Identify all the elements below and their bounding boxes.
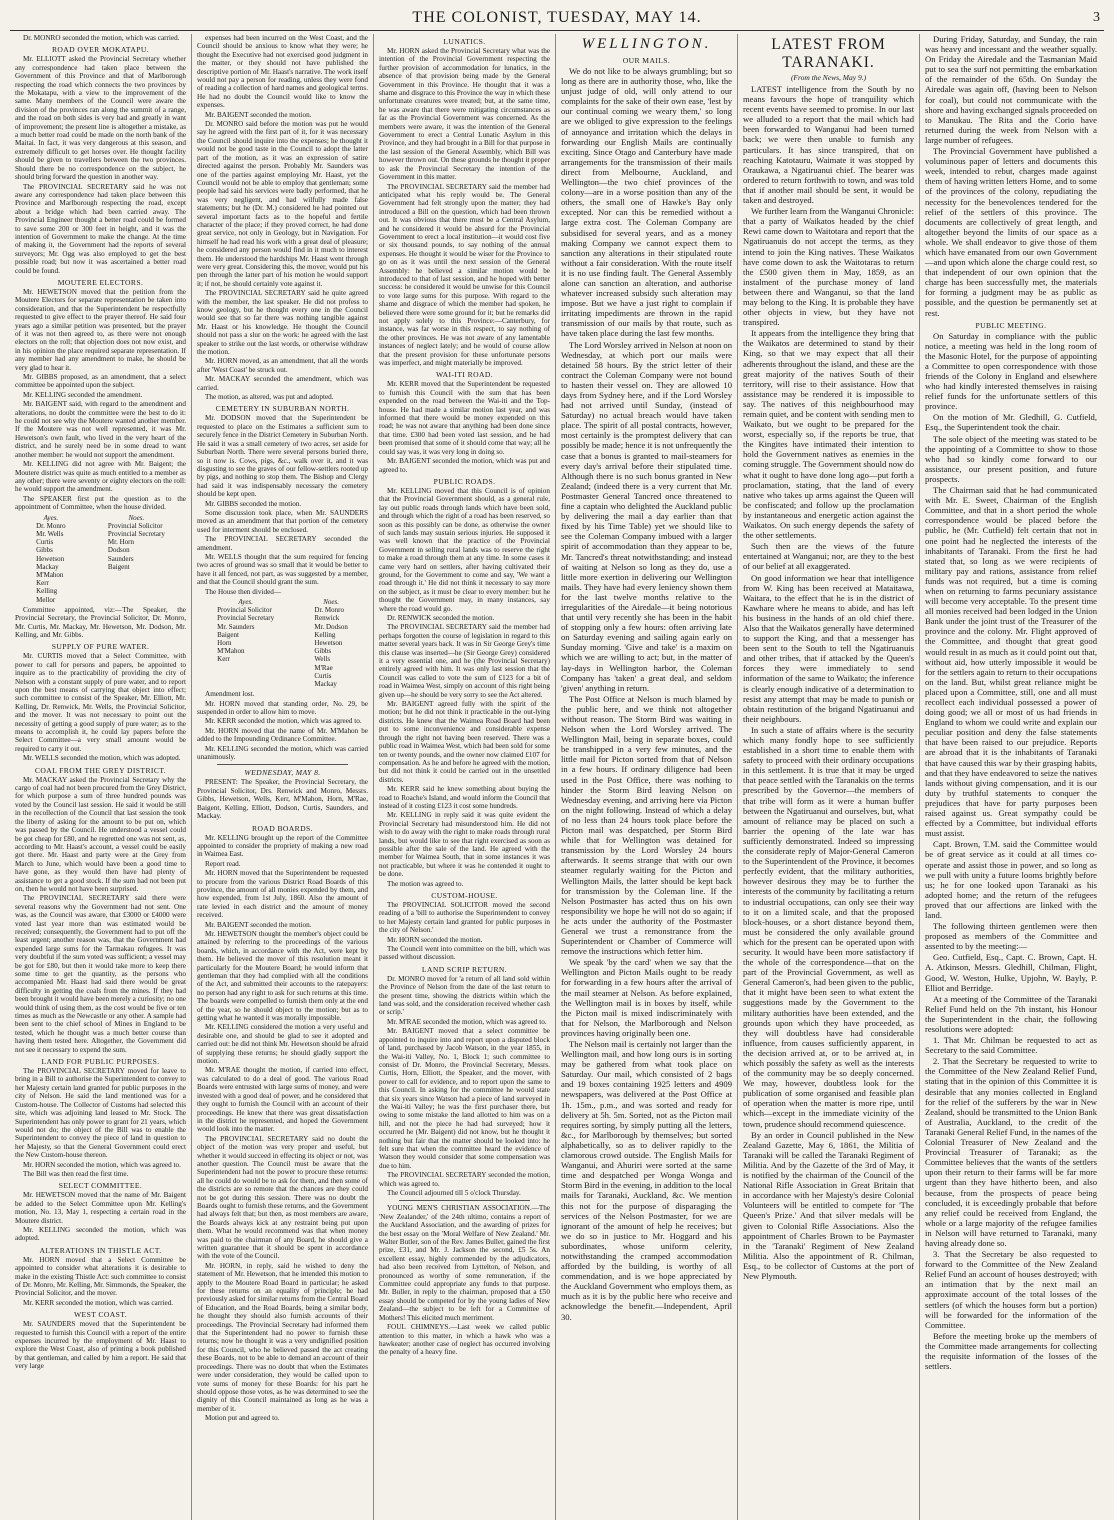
paragraph: Mr. HEWETSON moved that the petition from the Moutere Electors for separate representation be taken into consideration, and that the Superintendent be respectfully requested to give effect to the prayer thereof. He said four years ago a similar petition was presented, but the prayer of it was not then agreed to, as there were not enough electors on the roll; that objection does not now exist, and in his opinion the place required separate representation. If any member had any amendment to make, he should be very glad to hear it. — [15, 287, 186, 372]
paragraph: On good information we hear that intelligence from W. King has been received at Mataitawa, Waitara, to the effect that he is in the district of Kawhare where he means to abide, and has left his business in the hands of an old chief there. Also that the Waikatos generally have determined to support the King, and that a messenger has been sent to the South to tell the Ngatiruanuis and other tribes, that if attacked by the Queen's forces they were immediately to send information of the same to Waikato; the inference is clearly enough indicative of a determination to resist any attempt that may be made to punish or obtain restitution of the brigand Ngatiruanui and their neighbours. — [743, 572, 914, 724]
paragraph: Mr. HORN moved, as an amendment, that all the words after 'West Coast' be struck out. — [197, 357, 368, 374]
paragraph: Dr. MONRO said before the motion was put he would say he agreed with the first part of it, for it was necessary the Council should inquire into the expenses; he thought it would not be good taste in the Council to adopt the latter part of the motion, as it was an expression of satire directed against the person. Probably Mr. Saunders was one of the parties against employing Mr. Haast, yet the Council would not be able to employ that gentleman; some people had said his services were badly performed, that he was very negligent, and had wilfully made false statements; but he (Dr. M.) considered he had pointed out several important facts as to the hopeful and fertile character of the place; if they proved correct, he had done great service, not only in Geology, but in Navigation. For himself he had read his work with a great deal of pleasure; he considered any person would find in it much to interest them. He understood the hardships Mr. Haast went through were very great. Considering this, the mover, would put his pen through the latter part of his motion he would support it; if not, he should certainly vote against it. — [197, 120, 368, 288]
paragraph: Mr. BAIGENT seconded the motion. — [205, 110, 312, 119]
column-3 — [374, 34, 556, 1520]
divider — [399, 1200, 530, 1201]
article-headline: LATEST FROM TARANAKI. — [771, 36, 886, 71]
paragraph: Mr. BAIGENT said, with regard to the amendment and alterations, no doubt the committee were the best to do it: he could not see why the Moutere wanted another member. If the Moutere was not well represented, it was Mr. Hewetson's own fault, who lived in the very heart of the district, and he surely need be in some dread to want another member: he would not support the amendment. — [15, 400, 186, 459]
division-list — [197, 598, 368, 688]
column-5 — [738, 34, 920, 1520]
paragraph: 3. That the Secretary be also requested to forward to the Committee of the New Zealand Relief Fund an account of houses destroyed; with an intimation that by the next mail an approximate account of the total losses of the settlers (of which the houses form but a portion) will be forwarded for the information of the Committee. — [925, 1249, 1097, 1330]
paragraph: Mr. HEWETSON thought the member's object could be attained by referring to the proceedings of the various boards, which, in accordance with the Act, were kept by them. He believed the mover of this resolution meant it particularly for the Moutere Board; he would inform that gentleman that they had complied with all the conditions of the Act, and submitted their accounts to the ratepayers: no person had any right to ask for such returns at this time. The boards were compelled to furnish them only at the end of the year, so he should object to the motion; but as to getting what he wanted it was morally impossible. — [197, 929, 368, 1023]
paragraph: The PROVINCIAL SECRETARY said there were several reasons why the Government had not sent. One was, as the Council was aware, that £3000 or £4000 were voted last year more than was estimated would be received; consequently, the Government had to put off the least urgent; another reason was, that the Government had expended large sums for the Tarmakau refugees. It was very doubtful if the sum voted was sufficient; a vessel may be got for £80, but then it would take more to keep there some time to get the quantity, as the persons who accompanied Mr. Haast had said there would be great difficulty in getting the coals from the mines. If they had been brought it would have been merely a curiosity; no one would think of using them, as the cost would be five or ten times as much as the Newcastle or any other. A sample had been sent to the chief school of Mines in England to be tested, which he thought was a much better course than having them tested here. Altogether, the Government did not see it necessary to expend the sum. — [15, 894, 186, 1054]
paragraph: Mr. WELLS seconded the motion, which was adopted. — [23, 754, 181, 763]
ayes-list — [36, 514, 66, 604]
paragraph: Mr. KERR seconded the motion, which was agreed to. — [205, 717, 362, 726]
paragraph: The Bill was then read the first time. — [23, 1169, 129, 1178]
paragraph: 1. That Mr. Chilman be requested to act as Secretary to the said Committee. — [925, 1035, 1097, 1056]
paragraph: The sole object of the meeting was stated to be the appointing of a Committee to show to those who had so kindly come forward to our assistance, our present position, and future prospects. — [925, 433, 1097, 484]
masthead — [10, 6, 1104, 31]
section-heading: LUNATICS. — [443, 37, 486, 46]
paragraph: Mr. BAIGENT seconded the motion, which was put and agreed to. — [379, 457, 550, 474]
paragraph: Mr. HORN seconded the motion. — [387, 935, 483, 944]
paragraph: Mr. KELLING did not agree with Mr. Baigent; the Moutere district was quite as much entitled to a member as any other; there were seventy or eighty electors on the roll: he would support the amendment. — [15, 460, 186, 494]
paragraph: On the motion of Mr. Gledhill, G. Cutfield, Esq., the Superintendent took the chair. — [925, 412, 1097, 433]
noes-names: Provincial Solicitor Provincial Secretary Mr. Horn Dodson Saunders Baigent — [107, 521, 165, 571]
paragraph: The PROVINCIAL SECRETARY moved for leave to bring in a Bill to authorise the Superintendent to convey to her Majesty certain land granted for public purposes in the city of Nelson. He said the land mentioned was for a Custom-house. The Collector of Customs had selected this site, which was adjoining land leased to Mr. Stock. The Superintendent has only power to grant for 21 years, which would not do; the object of the Bill was to enable the Superintendent to convey the piece of land in question to her Majesty, so that the General Government could erect the New Custom-house thereon. — [15, 1067, 186, 1160]
paragraph: The Council adjourned till 5 o'clock Thursday. — [387, 1189, 521, 1197]
paragraph: The PROVINCIAL SECRETARY seconded the amendment. — [197, 535, 368, 552]
paragraph: The Council went into committee on the bill, which was passed without discussion. — [379, 945, 550, 962]
paragraph: The PROVINCIAL SECRETARY said he was not aware any correspondence had taken place between this Province and Marlborough respecting the road, except about a bridge which had been carried away. The Provincial Engineer thought a better road could be formed to save some 200 or 300 feet in height, and it was the intention of Government to make the change. At the time of making it, the Government had the reports of several surveyors; Mr. Ogg was also employed to get the best possible road; but now it was ascertained a better road could be found. — [15, 182, 186, 275]
paragraph: Mr. HORN asked the Provincial Secretary what was the intention of the Provincial Government respecting the further provision of accommodation for lunatics, in the absence of that provision being made by the General Government in this Province. He thought that it was a shame and disgrace to this Province the way in which these unfortunate creatures were treated; but, at the same time, he was aware that there were mitigating circumstances as far as the Provincial Government was concerned. As the members were aware, it was the intention of the General Government to erect a Central Lunatic Asylum in this Province, and they had brought in a Bill for that purpose in the last session of the General Assembly, which Bill was however thrown out. On these grounds he thought it proper to ask the Provincial Secretary the intention of the Government in this matter. — [379, 47, 550, 182]
paragraph: The Chairman said that he had communicated with Mr. E. Sweet, Chairman of the English Committee, and that in a short period the whole correspondence would be placed before the public, he (Mr. Cutfield) felt certain that not in one point had he neglected the interests of the inhabitants of Taranaki. From the first he had stated that, so long as we were recipients of military pay and rations, assistance from relief funds was not required, but a time is coming when on returning to farms pecuniary assistance will become very acceptable. To the present time all monies received had been lodged in the Union Bank under the joint trust of the Treasurer of the province and the colony. Mr. Flight approved of the Committee, and thought that great good would result in as much as it could point out that, without aid, how utterly impossible it would be for the settlers again to return to their occupations on the land. But, whilst great reliance might be placed upon a Committee, still, one and all must recollect each individual possessed a power of doing good; we all or most of us had friends in England to whom we could write and explain our peculiar position and deny the false statements that have been raised to our prejudice. Reports are abroad that it is the inhabitants of Taranaki that have caused this war by their grasping habits, and that they have endeavored to seize the natives lands without giving compensation, and it is our duty by truthful statements to conquer the prejudices that have for party purposes been raised against us. Great sympathy could be effected by a Committee, but individual efforts must assist. — [925, 485, 1097, 839]
paragraph: Capt. Brown, T.M. said the Committee would be of great service as it could at all times co-operate and assist those in power, and so long as we pull with unity a future looms brightly before us; he for one looked upon Taranaki as his adopted home; and the return of the refugees proved that our affections are linked with the land. — [925, 839, 1097, 920]
paragraph: Mr. GIBBS proposed, as an amendment, that a select committee be appointed upon the subject. — [15, 373, 186, 390]
paragraph: The PROVINCIAL SECRETARY said the member had anticipated what his reply would be. The General Government had felt strongly upon the matter; they had introduced a Bill on the question, which had been thrown out. It was obvious that there must be a Central Asylum, and he considered it would be absurd for the Provincial Government to erect a local institution—it would cost five or six thousand pounds, to say nothing of the annual expenses. He thought it would be wiser for the Province to go on as it was until the next session of the General Assembly: he believed a similar motion would be introduced to that of last session, and he hoped with better success: he considered it would be unwise for this Council to vote large sums for this purpose. With regard to the shame and disgrace of which the member had spoken, he believed there were some ground for it; but he remarks did not apply solely to this Province:—Canterbury, for instance, was far worse in this respect, to say nothing of the other provinces. He was not aware of any lamentable instances of neglect lately; and he would of course allow that the present provision for these unfortunate persons was imperfect, and might materially be improved. — [379, 182, 550, 368]
paragraph: The Lord Worsley arrived in Nelson at noon on Wednesday, at which port our mails were detained 58 hours. By the strict letter of their contract the Coleman Company were not bound to hasten their vessel on. They are allowed 10 days from Sydney here, and if the Lord Worsley had not arrived until Sunday, (instead of Saturday) no actual breach would have taken place. The spirit of all postal contracts, however, most certainly is the promptest delivery that can possibly be made; hence it is not unfrequently the case that a bonus is granted to mail-steamers for every day's arrival before their stipulated time. Although there is no such bonus granted in New Zealand; (indeed there is a very current that Mr. Postmaster General Tancred once threatened to fine a captain who delighted the Auckland public by delivering the mail a day earlier than that fixed by his Time Table) yet we should like to see the Coleman Company imbued with a larger spirit of accommodation than they appear to be, Mr. Tancred's threat notwithstanding; and instead of waiting at Nelson so long as they do, use a little more exertion in delivering our Wellington mails. They have had every leniency shown them for the last twelve months relative to the irregularities of the Airedale—it being notorious that until very recently she has been in the habit of stopping only a few hours: often arriving late on Saturday evening and sailing again early on Sunday morning. 'Give and take' is a maxim on which we are willing to act; but, in the matter of lay-days in Wellington harbor, the Coleman Company has 'taken' a great deal, and seldom 'given' anything in return. — [561, 339, 732, 693]
noes-heading: Noes. — [128, 513, 145, 522]
page-number: 3 — [1093, 10, 1100, 25]
paragraph: Mr. SAUNDERS moved that the Superintendent be requested to furnish this Council with a report of the entire expenses incurred by the employment of Mr. Haast to explore the West Coast, also of printing a book published by that gentleman, and called by him a report. He said that very large — [15, 1320, 186, 1371]
paragraph: Mr. HORN, in reply, said he wished to deny the statement of Mr. Hewetson, that he intended this motion to apply to the Moutere Road Board in particular; he asked for these returns on an equality of principle; he had previously asked for similar returns from the Central Board of Education, and the Road Boards, being a similar body, he thought they should also furnish accounts of their proceedings. The Provincial Secretary had informed them that the Superintendent had no power to furnish these returns; now he thought it was a very undignified position for this Council, who he believed passed the act creating these Boards, not to be able to demand an account of their proceedings. There was no doubt that when the Estimates were under consideration, they would be called upon to vote sums of money for these Boards: for his part he should oppose those votes, as he was determined to see the dignity of this Council maintained as long as he was a member of it. — [197, 1261, 368, 1413]
section-heading: CUSTOM-HOUSE. — [431, 891, 498, 900]
paragraph: Mr. KELLING brought up the report of the Committee appointed to consider the propriety of making a new road in Waimea East. — [197, 833, 368, 859]
paragraph: Committee appointed, viz:—The Speaker, the Provincial Secretary, the Provincial Solicitor, Dr. Monro, Mr. Curtis, Mr. Mackay, Mr. Hewetson, Mr. Dodson, Mr. Kelling, and Mr. Gibbs. — [15, 605, 186, 639]
paragraph: Mr. HORN moved that the name of Mr. M'Mahon be added to the Impounding Ordinance Committee. — [197, 726, 368, 744]
section-heading: SUPPLY OF PURE WATER. — [51, 642, 150, 652]
paragraph: The House then divided— — [205, 587, 282, 596]
paragraph: Mr. KERR moved that the Superintendent be requested to furnish this Council with the sum that has been expended on the road between the Wai-iti and the Top-house. He had made a similar motion last year, and was informed that there would be money expended on this road; he was not aware that anything had been done since that time. £300 had been voted last session, and he had been promised that some of it should come that way; all he could say was, it was very long in doing so. — [379, 380, 550, 456]
section-heading: MOUTERE ELECTORS. — [57, 277, 144, 287]
paragraph: Mr. KELLING in reply said it was quite evident the Provincial Secretary had misunderstood him. He did not wish to do away with the right to make roads through rural lands, but would like to see that right exercised as soon as possible after the sale of the land. He agreed with the member for Waimea South, that in some instances it was not practicable, but where it was he contended it ought to be done. — [379, 811, 550, 879]
paragraph: Mr. HORN moved that the Superintendent be requested to procure from the various District Road Boards of this province, the amount of all monies expended by them, and how expended, from 1st July, 1860. Also the amount of rate levied in each district and the amount of money received. — [197, 869, 368, 920]
paragraph: Dr. MONRO moved for 'a return of all land sold within the Province of Nelson from the date of the last return to the present time, showing the districts within which the land was sold, and the consideration received whether cash or scrip.' — [379, 974, 550, 1017]
paragraph: LATEST intelligence from the South by no means favours the hope of tranquility which recent events have seemed to promise. In our last we alluded to a report that the mail which had been forwarded to Wanganui had been turned back; we were then unable to furnish any particulars. It has since transpired, that on reaching Katotauru, Waimate it was stopped by Oraukawa, a Ngatiruanui chief. The bearer was ordered to return forthwith to town, and was told that if another mail should be sent, it would be taken and destroyed. — [743, 84, 914, 206]
paragraph: The motion was agreed to. — [387, 879, 464, 888]
column-6 — [920, 34, 1102, 1520]
paragraph: The PROVINCIAL SECRETARY seconded the motion, which was agreed to. — [379, 1171, 550, 1188]
paragraph: 2. That the Secretary be requested to write to the Committee of the New Zealand Relief Fund, stating that in the opinion of this Committee it is desirable that any monies collected in England for the relief of the sufferers by the war in New Zealand, should be transmitted to the Union Bank of Australia, Auckland, to the credit of the Taranaki General Relief Fund, in the names of the Colonial Treasurer of New Zealand and the Provincial Treasurer of Taranaki; as the Committee believes that the wants of the settlers upon their return to their farms will be far more urgent than they have hitherto been, and also because, from the prospects of peace being concluded, it is exceedingly probable that before any relief could be received from England, the whole or a large majority of the refugee families in Nelson will have returned to Taranaki, many having already done so. — [925, 1056, 1097, 1248]
paragraph: Mr. HORN moved that a Select Committee be appointed to consider what alterations it is desirable to make in the existing Thistle Act: such committee to consist of Dr. Monro, Mr. Kelling, Mr. Simmonds, the Speaker, the Provincial Solicitor, and the mover. — [15, 1255, 186, 1298]
paragraph: Mr. KELLING considered the motion a very useful and desirable one, and should be glad to see it adopted and carried out: he did not think Mr. Hewetson should be afraid of supplying these returns; he should gladly support the motion. — [197, 1023, 368, 1066]
paragraph: Some discussion took place, when Mr. SAUNDERS moved as an amendment that that portion of the cemetery used for interment should be enclosed. — [197, 508, 368, 534]
paragraph: YOUNG MEN'S CHRISTIAN ASSOCIATION.—The 'New Zealander,' of the 24th ultimo, contains a report of the Auckland Association, and the awarding of prizes for the best essay on the 'Moral Welfare of New Zealand.' Mr. Walter Butler, son of the Rev. James Buller, gained the first prize, £31, and Mr. J. Jackson the second, £5 5s. An excellent essay, highly commended by the adjudicators, had also been received from Lyttelton, of Nelson, and pronounced as worthy of some remuneration, if the Committee could appropriate any funds to that purpose. Mr. Buller, in reply to the chairman, proposed that a £50 essay should be competed for by the young ladies of New Zealand—the subject to be left for a Committee of Mothers! This elicited much merriment. — [379, 1204, 550, 1322]
ayes-heading: Ayes. — [43, 513, 59, 522]
paragraph: Dr. RENWICK seconded the motion. — [387, 614, 495, 622]
paragraph: It appears from the intelligence they bring that the Waikatos are determined to stand by their King, so that we may expect that all their adherents throughout the island, and these are the great majority of the natives South of their territory, will rise to their assistance. How that assistance may be rendered it is impossible to say. The natives of this neighbourhood may remain quiet, and be content with sending men to Waikato, but we ought to be prepared for the worst, especially so, if the reports be true, that the Kingites have intimated their intention to hold the Government natives as enemies in the coming struggle. The Government should now do what it ought to have done long ago—put forth a proclamation, stating, that the land of every native who takes up arms against the Queen will be confiscated; and follow up the proclamation by instantaneous and energetic action against the Waikatos. On such energy depends the safety of the other settlements. — [743, 328, 914, 541]
paragraph: Dr. MONRO seconded the motion, which was carried. — [23, 34, 180, 42]
paragraph: FOUL CHIMNEYS.—Last week we called public attention to this matter, in which a hawk who was a hawkeater; another case of neglect has occurred involving the penalty of a heavy fine. — [379, 1323, 550, 1357]
paragraph: The PROVINCIAL SECRETARY said he quite agreed with the member, the last speaker. He did not profess to know geology, but he thought every one in the Council would see that so far there was nothing tangible against Mr. Haast or his knowledge. He thought the Council should not pass a slur on the work: he agreed with the last speaker to strike out the last words, or otherwise withdraw the motion. — [197, 289, 368, 357]
column-4 — [556, 34, 738, 1520]
paragraph: On Saturday in compliance with the public notice, a meeting was held in the long room of the Masonic Hotel, for the purpose of appointing a Committee to open correspondence with those friends of the Colony in England and elsewhere who had kindly interested themselves in raising relief funds for the unfortunate settlers of this province. — [925, 330, 1097, 412]
paragraph: Mr. KELLING seconded the motion, which was adopted. — [15, 1225, 186, 1243]
paragraph: Mr. KELLING seconded the motion, which was carried unanimously. — [197, 744, 368, 762]
paragraph: PRESENT: The Speaker, the Provincial Secretary, the Provincial Solicitor, Drs. Renwick and Monro, Messrs. Gibbs, Hewetson, Wells, Kerr, M'Mahon, Horn, M'Rae, Baigent, Kelling, Elliott, Dodson, Curtis, Saunders, and Mackay. — [197, 778, 368, 821]
masthead-title: THE COLONIST, TUESDAY, MAY 14. — [412, 9, 702, 26]
paragraph: Before the meeting broke up the members of the Committee made arrangements for collecting the requisite information of the losses of the settlers. — [925, 1330, 1097, 1372]
paragraph: Such then are the views of the future entertained at Wanganui; nor, are they to the best of our belief at all exaggerated. — [743, 541, 914, 572]
paragraph: Mr. HEWETSON moved that the name of Mr. Baigent be added to the Select Committee upon Mr. Kelling's motion, No. 13, May 1, respecting a certain road in the Moutere district. — [15, 1191, 186, 1225]
paragraph: At a meeting of the Committee of the Taranaki Relief Fund held on the 7th instant, his Honour the Superintendent in the chair, the following resolutions were adopted: — [925, 993, 1097, 1034]
section-heading: PUBLIC MEETING. — [975, 320, 1047, 330]
noes-list — [108, 514, 165, 604]
paragraph: Mr. M'RAE seconded the motion, which was agreed to. — [387, 1017, 547, 1026]
ayes-names: Provincial Solicitor Provincial Secretary Mr. Saunders Baigent Horn M'Mahon Kerr — [217, 606, 275, 664]
paragraph: Mr. MACKAY asked the Provincial Secretary why the cargo of coal had not been procured from the Grey District, for which purpose a sum of three hundred pounds was voted by the Council last session. He said it would be still in the recollection of the Council that last session the took the liberty of asking for the amount to be put on, which was passed by the Council. He understood a vessel could be got cheap for £80, and he regretted one was not sent, as, according to Mr. Haast's account, a vessel could be easily got there. Mr. Haast and party were at the Grey from March to June, which would have been a good time to have gone, as they would then have had plenty of assistance to get a good stock. If the sum had not been put on, then he would not have been surprised. — [15, 775, 186, 893]
section-heading: ROAD OVER MOKATAPU. — [51, 45, 150, 55]
paragraph: The PROVINCIAL SOLICITOR moved the second reading of a 'bill to authorise the Superintendent to convey to her Majesty certain land granted for public purposes in the city of Nelson.' — [379, 901, 550, 935]
section-heading: COAL FROM THE GREY DISTRICT. — [34, 765, 167, 775]
paragraph: The motion, as altered, was put and adopted. — [205, 393, 334, 402]
paragraph: Mr. BAIGENT moved that a select committee be appointed to inquire into and report upon a disputed block of land, purchased by Jacob Watson, in the year 1855, in the Wai-iti Valley, No. 1, Block 1; such committee to consist of Dr. Monro, the Provincial Secretary, Messrs. Curtis, Horn, Elliott, the Speaker, and the mover, with power to call for evidence, and to report upon the same to this Council. In asking for the committee he would state that six years since Watson had a piece of land surveyed in the Wai-iti Valley; he was the first purchaser there, but owing to some mistake the land allotted to him was on a hill, and not the piece he had had surveyed; how it occurred he (Mr. Baigent) did not know, but he thought it nothing but fair that the matter should be looked into: he felt sure that when the committee heard the evidence of Watson they would consider that some compensation was due to him. — [379, 1027, 550, 1170]
paragraph: Mr. GIBBS seconded the motion. — [205, 499, 302, 508]
article-headline: WELLINGTON. — [581, 36, 712, 52]
ayes-heading: Ayes. — [238, 598, 253, 606]
section-heading: CEMETERY IN SUBURBAN NORTH. — [215, 404, 350, 414]
section-heading: SELECT COMMITTEE. — [58, 1181, 143, 1191]
paragraph: Report read. — [205, 859, 241, 868]
paragraph: The Post Office at Nelson is much blamed by the public here, and we think not altogether without reason. The Storm Bird was waiting in Nelson when the Lord Worsley arrived. The Wellington Mail, being in separate boxes, could be transhipped in a very few minutes, and the little mail for Picton sorted from that of Nelson in a few hours. If ordinary diligence had been used in the Post Office, there was nothing to hinder the Storm Bird leaving Nelson on Wednesday evening, and arriving here via Picton on the night following. Instead of which a delay of no less than 24 hours took place before the Picton mail was despatched, per Storm Bird while that for Wellington was detained for transmission by the Lord Worsley 24 hours afterwards. It seems strange that with our own steamer regularly waiting for the Picton and Wellington Mails, the latter should be kept back for transmission by the Coleman line. If the Nelson Postmaster has acted thus on his own responsibility we hope he will not do so again; if he acts under the authority of the Postmaster General we trust a remonstrance from the Superintendent or Chamber of Commerce will remove the instructions which fetter him. — [561, 693, 732, 957]
paragraph: The Provincial Government have published a voluminous paper of letters and documents this week, intended to rebut, charges made against them of having written letters Home, and to some of the provinces of the colony, repudiating the necessity for the benevolences tendered for the relief of the settlers of this province. The documents are collectively of great length, and altogether beyond the limits of our space as a whole. We shall endeavor to give those of them which have emanated from our own Government—and upon which alone the charge could rest, so that independent of our own opinion that the charge has been successfully met, the materials for forming a judgment may be as public as possible, and the question be permanently set at rest. — [925, 146, 1097, 318]
paragraph: The SPEAKER first put the question as to the appointment of Committee, when the house divided. — [15, 494, 186, 512]
section-heading: LAND SCRIP RETURN. — [421, 964, 508, 974]
paragraph: The Nelson mail is certainly not larger than the Wellington mail, and how long ours is in sorting may be gathered from what took place on Saturday. Our mail, which consisted of 2 bags and 19 boxes containing 1925 letters and 4909 newspapers, was delivered at the Post Office at 1h. 15m., p.m., and was sorted and ready for delivery at 5h. 5m. Sorted, not as the Picton mail requires sorting, by simply putting all the letters, &c., for Marlborough by themselves; but sorted alphabetically, so as to deliver rapidly to the clamorous crowd outside. The English Mails for Wanganui, and Ahuriri were sorted at the same time and despatched per Wonga Wonga and Storm Bird in the evening, in addition to the local mails for Taranaki, Auckland, &c. We mention this not for the purpose of disparaging the services of the Nelson Postmaster, for we are ignorant of the amount of help he receives; but we do so in justice to Mr. Hoggard and his subordinates, whose uniform celerity, notwithstanding the cramped accommodation afforded by the building, is worthy of all commendation, and is we hope appreciated by the Auckland Government who employs them, as much as it is by the public here who receive and acknowledge the benefit.—Independent, April 30. — [561, 1039, 732, 1322]
ayes-names: Dr. Monro Mr. Wells Curtis Gibbs Hewetson Mackay M'Mahon Kerr Kelling Mellor — [36, 521, 66, 604]
paragraph: Mr. KERR seconded the motion, which was carried. — [23, 1298, 174, 1307]
section-heading: OUR MAILS. — [622, 56, 671, 65]
paragraph: Amendment lost. — [205, 690, 255, 699]
column-1 — [10, 34, 192, 1520]
noes-names: Dr. Monro Renwick Mr. Dodson Kelling Hewetson Gibbs Wells M'Rae Curtis Mackay — [314, 606, 348, 689]
paragraph: Mr. HORN moved that standing order, No. 29, be suspended in order to allow him to move. — [197, 699, 368, 717]
paragraph: Motion put and agreed to. — [205, 1414, 280, 1423]
paragraph: The PROVINCIAL SECRETARY said the member had perhaps forgotten the course of legislation in regard to this matter several years back. It was in Sir George Grey's time this clause was inserted—he (Sir George Grey) considered it a very essential one, and he (the Provincial Secretary) entirely agreed with him. It was only last session that the Council was called to vote the sum of £123 for a bit of road in Waimea West, simply on account of this right being given up—he should be very sorry to see the Act altered. — [379, 623, 550, 699]
paragraph: The PROVINCIAL SECRETARY said no doubt the object of the motion was very proper and useful, but whether it would succeed in effecting its object or not, was another question. The Council must be aware that the Superintendent had not the power to procure these returns: all he could do would be to ask for them, and then some of the districts are so remote that the chances are they could not be got during this session. There was no doubt the Boards ought to furnish these returns, and the Government had always felt that; but then, as most members are aware, the Boards always kick at any restraint being put upon them. What he would recommend was that when money was paid to the chairman of any Board, he should give a written guarantee that it should be spent in accordance with the vote of the Council. — [197, 1134, 368, 1261]
paragraph: In such a state of affairs where is the security which many fondly hope to see sufficiently established in a short time to enable them with safety to proceed with their ordinary occupations in this settlement. It is true that it may be urged that peace settled with the Taranakis on the terms prescribed by the Governor—the members of that tribe will form as it were a human buffer between the Ngatiruanui and ourselves, but, what amount of reliance may be placed on such a barrier the opening of the late war has sufficiently demonstrated. Indeed so impressing the considerate reply of Major-General Cameron to the Superintendent of the Province, it becomes perfectly evident, that the military authorities, however desirous they may be to further the interests of the community by facilitating a return to industrial occupations, can only see their way to it on a limited scale, and that the proposed block-houses, or a short distance beyond them, must be considered the only available ground which for the present can be operated upon with security. It would have been more satisfactory if the whole of the correspondence—that on the part of the Provincial Government, as well as General Cameron's, had been given to the public, that it might have been seen to what extent the suggestions made by the Government to the military authorities have been extended, and the grounds upon which they have proceeded, as they will doubtless have had considerable influence, from causes sufficiently apparent, in the decision arrived at, or to be arrived at, in which possibly the safety as well as the interests of the community may be so deeply concerned. We may, however, doubtless look for the publication of some organised and feasible plan of operation when the matter is more ripe, until which—except in the immediate vicinity of the town, prudence should recommend quiescence. — [743, 724, 914, 1129]
paragraph: By an order in Council published in the New Zealand Gazette, May 6, 1861, the Militia of Taranaki will be called the Taranaki Regiment of Militia. And by the Gazette of the 3rd of May, it is notified by the chairman of the Council of the National Rifle Association in Great Britain that in accordance with her Majesty's desire Colonial Volunteers will be entitled to compete for 'The Queen's Prize.' And that silver medals will be given to Colonial Rifle Associations. Also the appointment of Charles Brown to be Paymaster in the 'Taranaki' Regiment of New Zealand Militia. Also the appointment of R. Chilman, Esq., to be collector of Customs at the port of New Plymouth. — [743, 1129, 914, 1281]
noes-heading: Noes. — [323, 598, 339, 606]
paragraph: Mr. KERR said he knew something about buying the road to Roache's Island, and would inform the Council that instead of it costing £123 it cost some hundreds. — [379, 785, 550, 810]
section-heading: PUBLIC ROADS. — [433, 476, 496, 486]
noes-list — [314, 598, 347, 688]
article-source: (From the News, May 9.) — [790, 73, 867, 82]
paragraph: We speak 'by the card' when we say that the Wellington and Picton Mails ought to be ready for forwarding in a few hours after the arrival of the mail steamer at Nelson. As before explained, the Wellington mail is in boxes by itself, while the Picton mail is mixed indiscriminately with that for Nelson, the Marlborough and Nelson provinces having originally been one. — [561, 957, 732, 1038]
date-heading: WEDNESDAY, MAY 8. — [244, 768, 321, 778]
paragraph: Geo. Cutfield, Esq., Capt. C. Brown, Capt. H. A. Atkinson, Messrs. Gledhill, Chilman, Flight, Good, W. Weston, Hulke, Upjohn, W. Bayly, P. Elliot and Berridge. — [925, 952, 1097, 993]
columns — [10, 34, 1104, 1520]
paragraph: Mr. M'RAE thought the motion, if carried into effect, was calculated to do a deal of good. The various Road Boards were entrusted with large sums of money, and were invested with a good deal of power, and he considered that they ought to furnish the Council with an account of their proceedings. He knew that there was great dissatisfaction in the district he represented, and hoped the Government would look into the matter. — [197, 1066, 368, 1134]
paragraph: Mr. BAIGENT agreed fully with the spirit of the motion; but he did not think it practicable in the out-lying districts. He knew that the Waimea Road Board had been put to some inconvenience and considerable expense through the right not having been reserved. There was a public road in Waimea West, which had been sold for some ten or twenty pounds, and the owner now claimed £107 for compensation. As he and before he agreed with the motion, but did not think it could be carried out in the unsettled districts. — [379, 700, 550, 784]
paragraph: Mr. BAIGENT seconded the motion. — [205, 920, 312, 929]
paragraph: During Friday, Saturday, and Sunday, the rain was heavy and incessant and the weather squally. On Friday the Airedale and the Tasmanian Maid put to sea the surf not permitting the embarkation of the remainder of the 65th. On Sunday the Airedale was again off, (having been to Nelson for coal), but could not communicate with the shore and having exchanged signals proceeded on to Manukau. The Rita and the Corio have returned during the week from Nelson with a large number of refugees. — [925, 34, 1097, 145]
paragraph: Mr. WELLS thought that the sum required for fencing two acres of ground was so small that it would be better to have it all fenced, not part, as was suggested by a member, and that the Council should grant the sum. — [197, 552, 368, 587]
paragraph: The following thirteen gentlemen were then proposed as members of the Committee and assented to by the meeting:— — [925, 921, 1097, 952]
divider — [217, 764, 348, 765]
paragraph: Mr. KELLING seconded the amendment. — [23, 390, 143, 399]
paragraph: Mr. MACKAY seconded the amendment, which was carried. — [197, 375, 368, 392]
section-heading: ROAD BOARDS. — [252, 823, 313, 833]
paragraph: Mr. DODSON moved that the Superintendent be requested to place on the Estimates a sufficient sum to securely fence in the District Cemetery in Suburban North. He said it was a small cemetery of two acres, set aside for Suburban North. There were several persons buried there, so it now is. Cows, pigs, &c., walk over it, and it was disgusting to see the graves of our fellow-settlers rooted up by pigs, and nothing to stop them. The Bishop and Clergy had said it was indispensably necessary the cemetery should be kept open. — [197, 414, 368, 499]
paragraph: Mr. HORN seconded the motion, which was agreed to. — [23, 1160, 181, 1169]
paragraph: Mr. ELLIOTT asked the Provincial Secretary whether any correspondence had taken place between the Government of this Province and that of Marlborough respecting the road which connects the two provinces by the Mokatapu, with a view to the improvement of the same. Many members of the Council were aware the division of the provinces ran along the summit of a range, and the road on both sides is very bad and greatly in want of improvement; the present line is altogether a mistake, as a much better road could be made on the north bank of the Maitai. In fact, it was very dangerous at this season, and extremely difficult to get horses over. He thought facility should be given to travellers between the two provinces. Should there be no correspondence on the subject, he should bring forward the question in another way. — [15, 55, 186, 182]
ayes-list — [217, 598, 274, 688]
paragraph: Mr. KELLING moved that this Council is of opinion that the Provincial Government should, as a general rule, lay out public roads through lands which have been sold, and through which the right of a road has been reserved, so soon as this possibly can be done, as otherwise the owner of such lands may sustain serious injuries. He supposed it was well known that the practice of the Provincial Government in selling rural lands was to reserve the right to make a road through them at any time. In some cases it came very hard on settlers, after having cultivated their ground, for the Government to come and say, 'We want a road through it.' He did not think it necessary to say more on the subject, as it must be clear to every member: but he thought the Government may, in many instances, say where the road would go. — [379, 486, 550, 613]
paragraph: Mr. CURTIS moved that a Select Committee, with power to call for persons and papers, be appointed to inquire as to the practicability of providing the city of Nelson with a constant supply of pure water, and to report upon the best means of carrying that object into effect; such committee to consist of the Speaker, Mr. Elliott, Mr. Kelling, Dr. Renwick, Mr. Wells, the Provincial Solicitor, and the mover. It was not necessary to point out the necessity of getting a good supply of pure water; as to the means to accomplish it, he could lay papers before the Select Committee—a very small amount would be required to carry it out. — [15, 652, 186, 753]
column-2 — [192, 34, 374, 1520]
section-heading: ALTERATIONS IN THISTLE ACT. — [39, 1245, 162, 1255]
division-list — [15, 514, 186, 604]
paragraph: We further learn from the Wanganui Chronicle: that a party of Waikatos headed by the chief Rewi came down to Waitotara and report that the Ngatiruanuis do not accept the terms, as they intend to join the King natives. These Waikatos have come down to ask the Waitotaras to return the £500 given them in May, 1859, as an instalment of the purchase money of land between there and Wanganui, so that the land may belong to the King. It is probable they have other objects in view, but they have not transpired. — [743, 206, 914, 328]
section-heading: WEST COAST. — [73, 1310, 128, 1320]
paragraph: We do not like to be always grumbling; but so long as there are in authority those, who, like the unjust judge of old, will only attend to our complaints for the sake of their own ease, 'lest by our continual coming we weary them,' so long are we obliged to give expression to the feelings of annoyance and irritation which the delays in forwarding our English Mails are continually exciting. Since Otago and Canterbury have made arrangements for the transmission of their mails direct from Melbourne, Auckland, and Wellington—the two chief provinces of the colony—are in a worse position than any of the others, the small one of Hawke's Bay only excepted. Nor can this be remedied without a large extra cost. The Coleman Company are subsidised for several years, and as a money making Company we cannot expect them to sanction any alterations in their stipulated route without a fair consideration. With the route itself it is no use finding fault. The General Assembly alone can sanction an alteration, and authorise whatever increased subsidy such alteration may impose. But we have a just right to complain if irritating impediments are thrown in the rapid transmission of our mails by that route, such as have taken place during the last few months. — [561, 66, 732, 339]
paragraph: expenses had been incurred on the West Coast, and the Council should be anxious to know what they were; he thought the Executive had not exercised good judgment in the matter, or they should not have published the descriptive portion of Mr. Haast's narrative. The work itself would not pay a person for reading, unless they were fond of reading a collection of hard names and geological terms. He had no doubt the Council would like to know the expenses. — [197, 34, 368, 110]
section-heading: WAI-ITI ROAD. — [435, 370, 494, 380]
section-heading: LAND FOR PUBLIC PURPOSES. — [41, 1057, 160, 1067]
